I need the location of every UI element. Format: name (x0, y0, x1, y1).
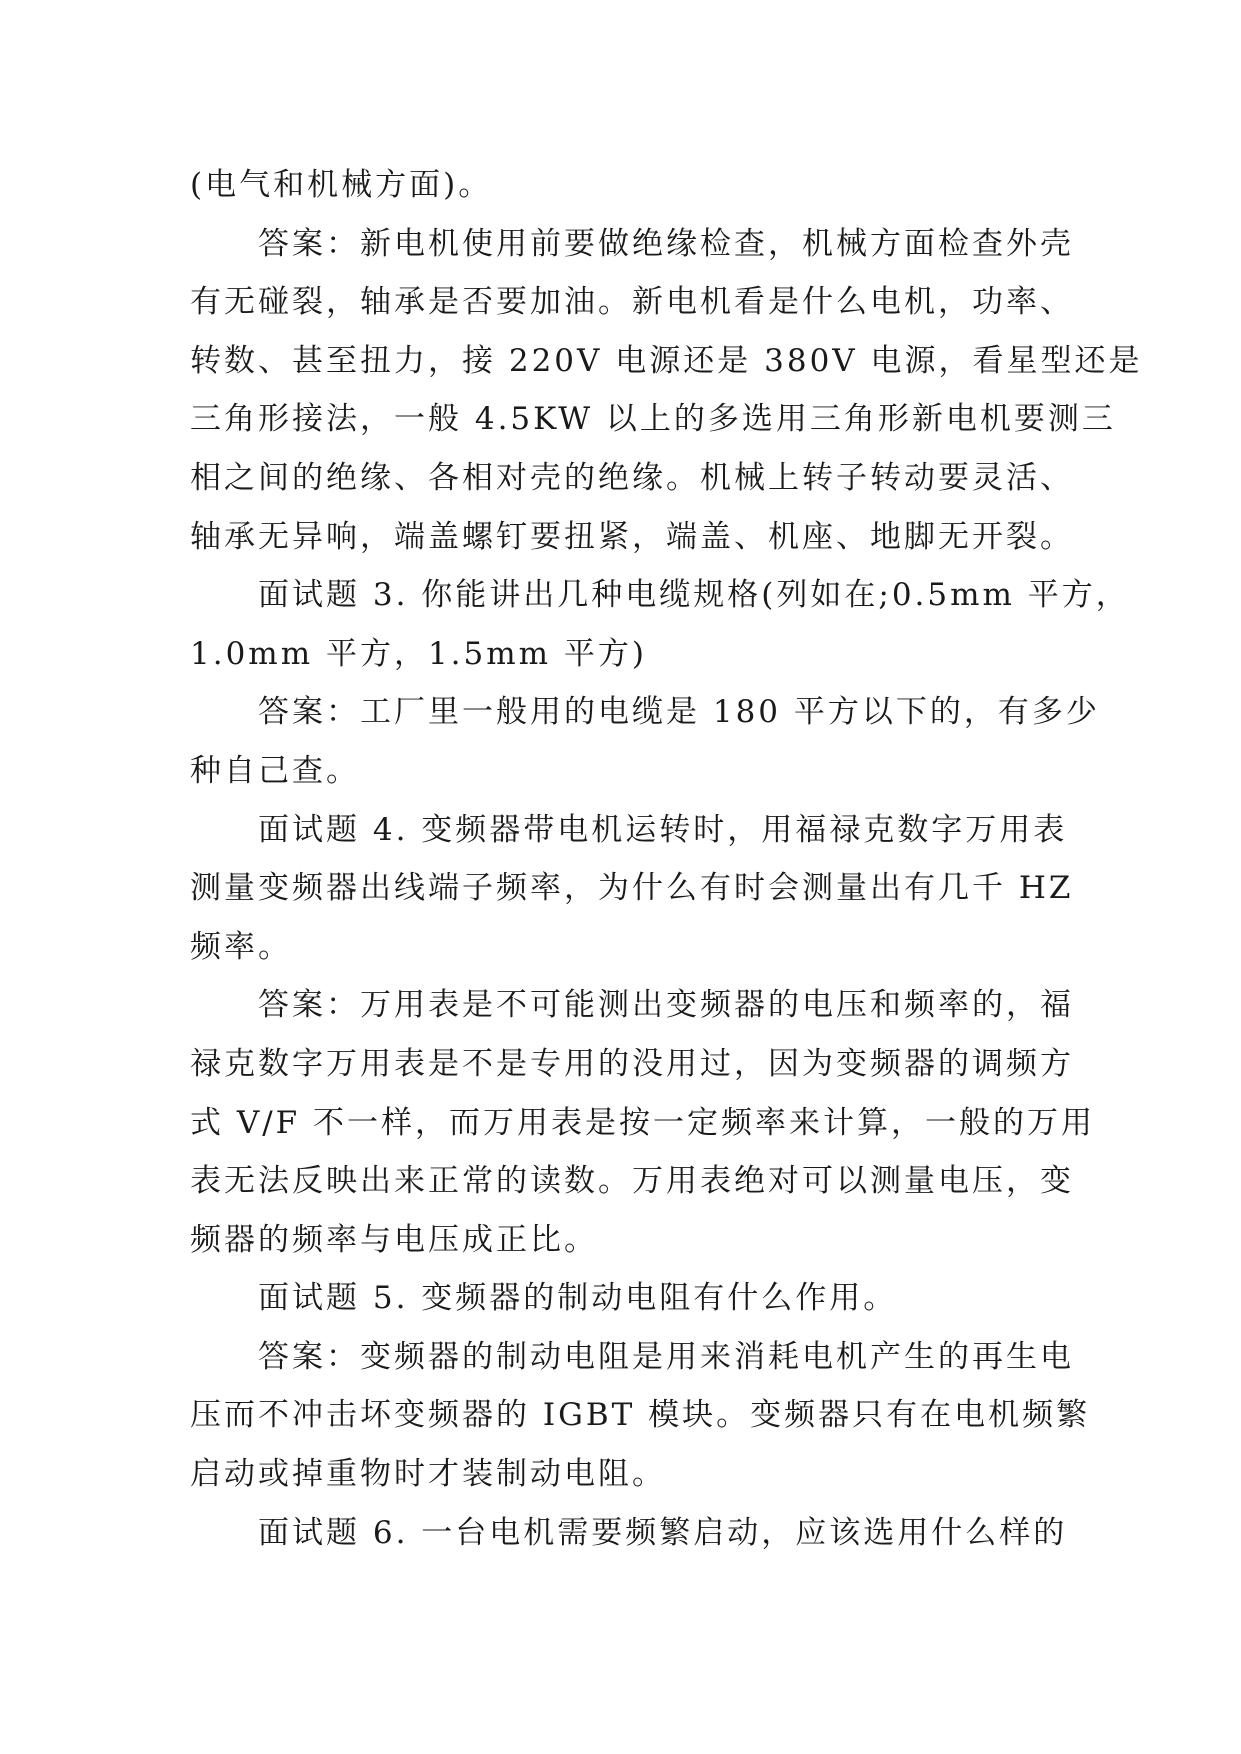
text-line: 相之间的绝缘、各相对壳的绝缘。机械上转子转动要灵活、 (190, 459, 1074, 496)
text-line: (电气和机械方面)。 (190, 167, 493, 203)
text-line: 1.0mm 平方，1.5mm 平方) (190, 635, 647, 672)
question-heading: 面试题 5. 变频器的制动电阻有什么作用。 (258, 1280, 898, 1317)
text-line: 启动或掉重物时才装制动电阻。 (190, 1456, 666, 1493)
text-line: 测量变频器出线端子频率，为什么有时会测量出有几千 HZ (190, 870, 1074, 907)
text-line: 种自己查。 (190, 752, 360, 789)
text-line: 转数、甚至扭力，接 220V 电源还是 380V 电源，看星型还是 (190, 342, 1143, 379)
text-line: 压而不冲击坏变频器的 IGBT 模块。变频器只有在电机频繁 (190, 1397, 1091, 1434)
text-line: 表无法反映出来正常的读数。万用表绝对可以测量电压，变 (190, 1163, 1074, 1200)
text-line: 频器的频率与电压成正比。 (190, 1221, 598, 1258)
text-line: 三角形接法，一般 4.5KW 以上的多选用三角形新电机要测三 (190, 401, 1116, 438)
text-line: 有无碰裂，轴承是否要加油。新电机看是什么电机，功率、 (190, 284, 1074, 321)
text-line: 答案：变频器的制动电阻是用来消耗电机产生的再生电 (258, 1338, 1074, 1375)
question-heading: 面试题 4. 变频器带电机运转时，用福禄克数字万用表 (258, 811, 1068, 848)
text-line: 轴承无异响，端盖螺钉要扭紧，端盖、机座、地脚无开裂。 (190, 518, 1074, 555)
question-heading: 面试题 3. 你能讲出几种电缆规格(列如在;0.5mm 平方， (258, 577, 1130, 614)
document-body (190, 156, 1143, 1562)
question-heading: 面试题 6. 一台电机需要频繁启动，应该选用什么样的 (258, 1514, 1068, 1551)
text-line: 式 V/F 不一样，而万用表是按一定频率来计算，一般的万用 (190, 1104, 1096, 1141)
text-line: 禄克数字万用表是不是专用的没用过，因为变频器的调频方 (190, 1045, 1074, 1082)
text-line: 频率。 (190, 928, 292, 965)
text-line: 答案：万用表是不可能测出变频器的电压和频率的，福 (258, 987, 1074, 1024)
text-line: 答案：新电机使用前要做绝缘检查，机械方面检查外壳 (258, 225, 1074, 262)
text-line: 答案：工厂里一般用的电缆是 180 平方以下的，有多少 (258, 694, 1100, 731)
